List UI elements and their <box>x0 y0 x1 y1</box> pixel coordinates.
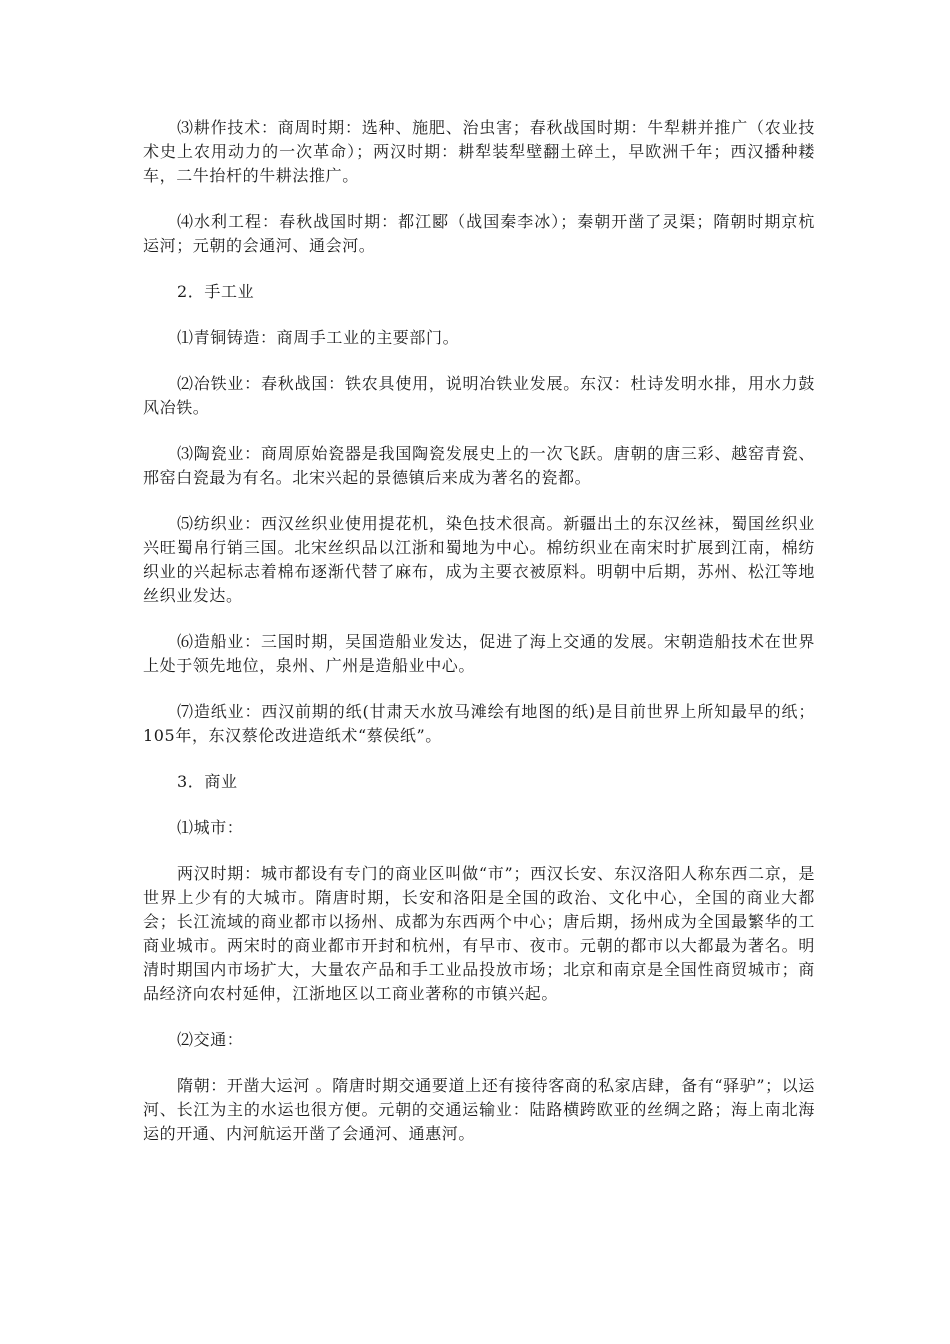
subheading-transport: ⑵交通： <box>177 1030 244 1049</box>
paragraph-iron-smelting: ⑵冶铁业：春秋战国：铁农具使用，说明冶铁业发展。东汉：杜诗发明水排，用水力鼓风冶铁。 <box>143 374 815 417</box>
paragraph-transport: 隋朝：开凿大运河 。隋唐时期交通要道上还有接待客商的私家店肆，备有“驿驴”；以运河、长江为主的水运也很方便。元朝的交通运输业：陆路横跨欧亚的丝绸之路；海上南北海运的开通、内河航运开凿了会通河、通惠河。 <box>143 1076 815 1143</box>
paragraph-bronze-casting: ⑴青铜铸造：商周手工业的主要部门。 <box>177 328 460 347</box>
document-page <box>143 116 815 1168</box>
section-heading-handicraft: 2．手工业 <box>177 282 255 301</box>
subheading-cities: ⑴城市： <box>177 818 244 837</box>
paragraph-cities: 两汉时期：城市都设有专门的商业区叫做“市”；西汉长安、东汉洛阳人称东西二京，是世界上少有的大城市。隋唐时期，长安和洛阳是全国的政治、文化中心，全国的商业大都会；长江流域的商业都市以扬州、成都为东西两个中心；唐后期，扬州成为全国最繁华的工商业城市。两宋时的商业都市开封和杭州，有早市、夜市。元朝的都市以大都最为著名。明清时期国内市场扩大，大量农产品和手工业品投放市场；北京和南京是全国性商贸城市；商品经济向农村延伸，江浙地区以工商业著称的市镇兴起。 <box>143 864 815 1003</box>
section-heading-commerce: 3．商业 <box>177 772 238 791</box>
paragraph-ceramics: ⑶陶瓷业：商周原始瓷器是我国陶瓷发展史上的一次飞跃。唐朝的唐三彩、越窑青瓷、邢窑白瓷最为有名。北宋兴起的景德镇后来成为著名的瓷都。 <box>143 444 815 487</box>
paragraph-farming-technique: ⑶耕作技术：商周时期：选种、施肥、治虫害；春秋战国时期：牛犁耕并推广（农业技术史上农用动力的一次革命）；两汉时期：耕犁装犁壁翻土碎土，早欧洲千年；西汉播种耧车，二牛抬杆的牛耕法推广。 <box>143 118 815 185</box>
paragraph-shipbuilding: ⑹造船业：三国时期，吴国造船业发达，促进了海上交通的发展。宋朝造船技术在世界上处于领先地位，泉州、广州是造船业中心。 <box>143 632 815 675</box>
paragraph-papermaking: ⑺造纸业：西汉前期的纸(甘肃天水放马滩绘有地图的纸)是目前世界上所知最早的纸；105年，东汉蔡伦改进造纸术“蔡侯纸”。 <box>143 702 815 745</box>
paragraph-textile: ⑸纺织业：西汉丝织业使用提花机，染色技术很高。新疆出土的东汉丝袜，蜀国丝织业兴旺蜀帛行销三国。北宋丝织品以江浙和蜀地为中心。棉纺织业在南宋时扩展到江南，棉纺织业的兴起标志着棉布逐渐代替了麻布，成为主要衣被原料。明朝中后期，苏州、松江等地丝织业发达。 <box>143 514 815 605</box>
paragraph-water-conservancy: ⑷水利工程：春秋战国时期：都江郾（战国秦李冰）；秦朝开凿了灵渠；隋朝时期京杭运河；元朝的会通河、通会河。 <box>143 212 815 255</box>
